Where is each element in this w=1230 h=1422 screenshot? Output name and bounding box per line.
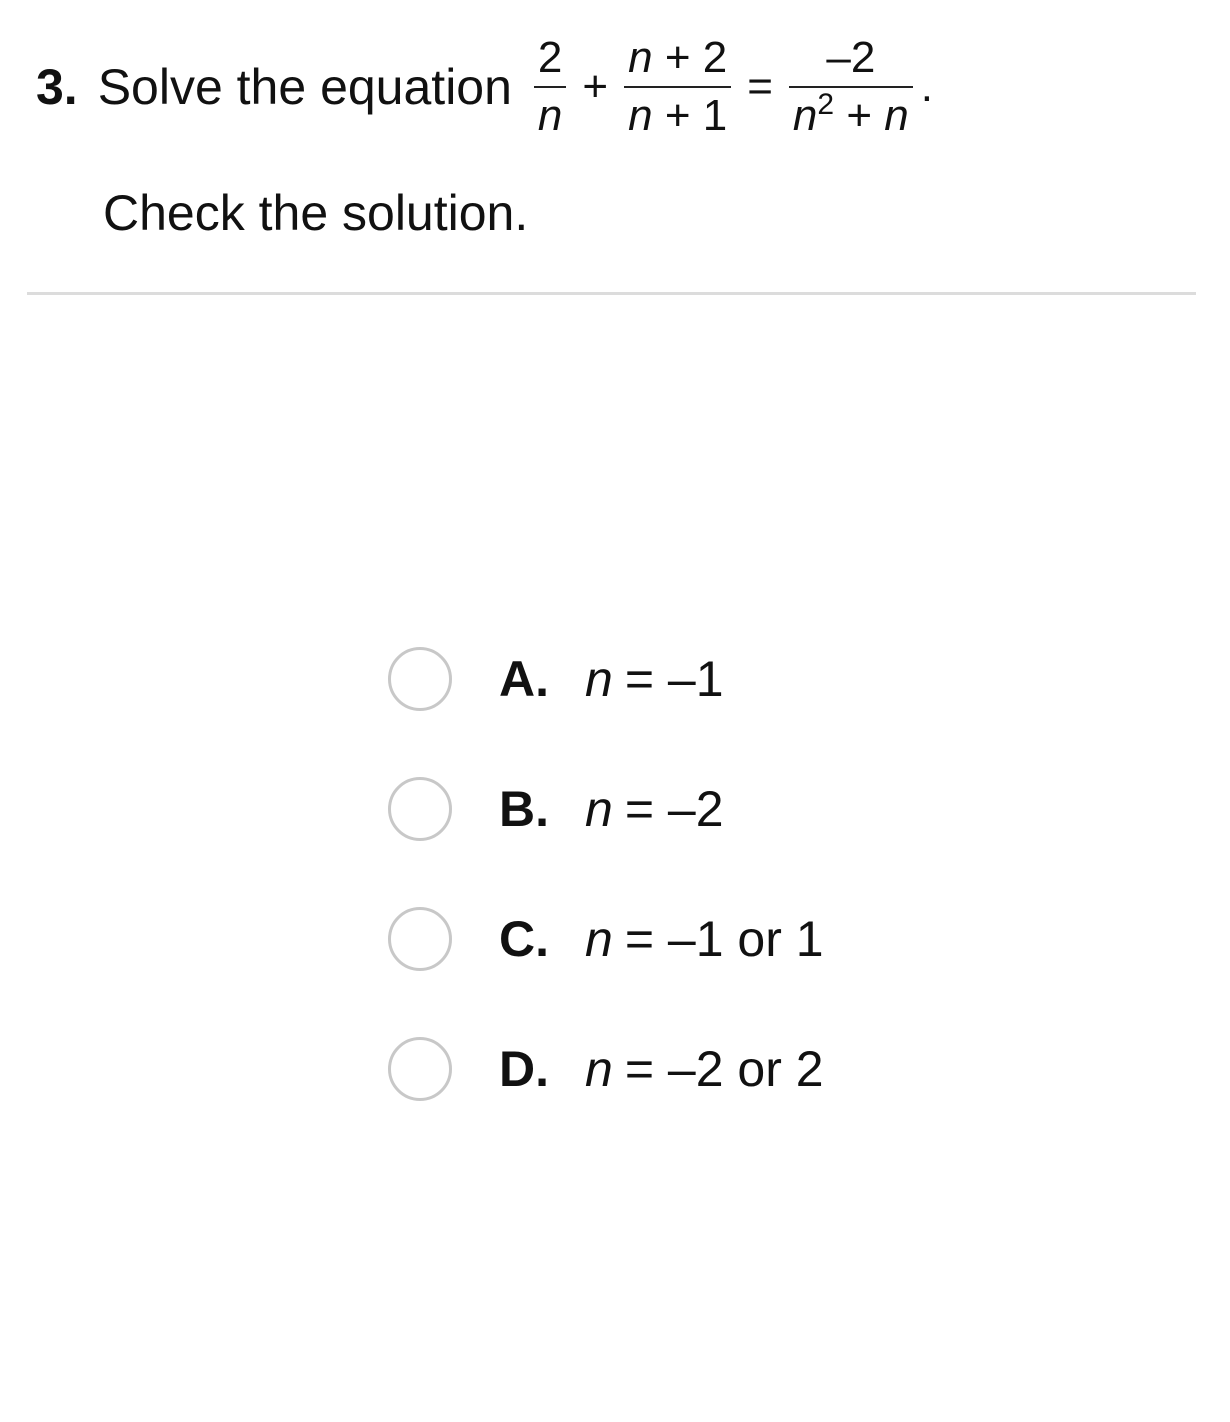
choice-b[interactable] [388, 774, 824, 844]
question-prompt [36, 33, 933, 140]
answer-choices [388, 644, 824, 1164]
choice-variable: n [585, 651, 613, 707]
fraction-denominator [624, 86, 731, 138]
radio-button-c[interactable] [388, 907, 452, 971]
plus-operator: + [582, 62, 609, 111]
fraction-denominator [789, 86, 913, 138]
variable-n: n [884, 91, 909, 140]
denominator-rest: + 1 [652, 91, 728, 140]
choice-variable: n [585, 1041, 613, 1097]
fraction-numerator: 2 [537, 33, 563, 82]
fraction-numerator: –2 [826, 33, 876, 82]
radio-button-d[interactable] [388, 1037, 452, 1101]
choice-variable: n [585, 781, 613, 837]
question-instruction: Check the solution. [103, 185, 529, 241]
choice-label: C. [499, 911, 549, 967]
choice-d[interactable] [388, 1034, 824, 1104]
radio-button-b[interactable] [388, 777, 452, 841]
choice-label: B. [499, 781, 549, 837]
fraction-n-plus-two-over-n-plus-one [624, 33, 731, 140]
choice-value: = –2 or 2 [624, 1041, 824, 1097]
choice-value: = –1 [624, 651, 724, 707]
fraction-numerator [624, 33, 731, 86]
fraction-neg-two-over-n-squared-plus-n [789, 33, 913, 140]
variable-n: n [792, 91, 818, 140]
choice-label: D. [499, 1041, 549, 1097]
fraction-two-over-n [534, 33, 566, 140]
divider [27, 292, 1196, 295]
choice-label: A. [499, 651, 549, 707]
choice-c[interactable] [388, 904, 824, 974]
equals-operator: = [747, 62, 773, 111]
choice-variable: n [585, 911, 613, 967]
denominator-plus: + [834, 91, 885, 140]
equation-period: . [920, 62, 933, 111]
variable-n: n [628, 91, 653, 140]
exponent: 2 [817, 88, 835, 121]
numerator-rest: + 2 [652, 33, 728, 82]
radio-button-a[interactable] [388, 647, 452, 711]
question-text: Solve the equation [97, 59, 512, 115]
choice-value: = –2 [624, 781, 724, 837]
choice-value: = –1 or 1 [624, 911, 824, 967]
question-number: 3. [36, 59, 78, 115]
choice-a[interactable] [388, 644, 824, 714]
variable-n: n [628, 33, 653, 82]
fraction-denominator: n [534, 86, 566, 138]
